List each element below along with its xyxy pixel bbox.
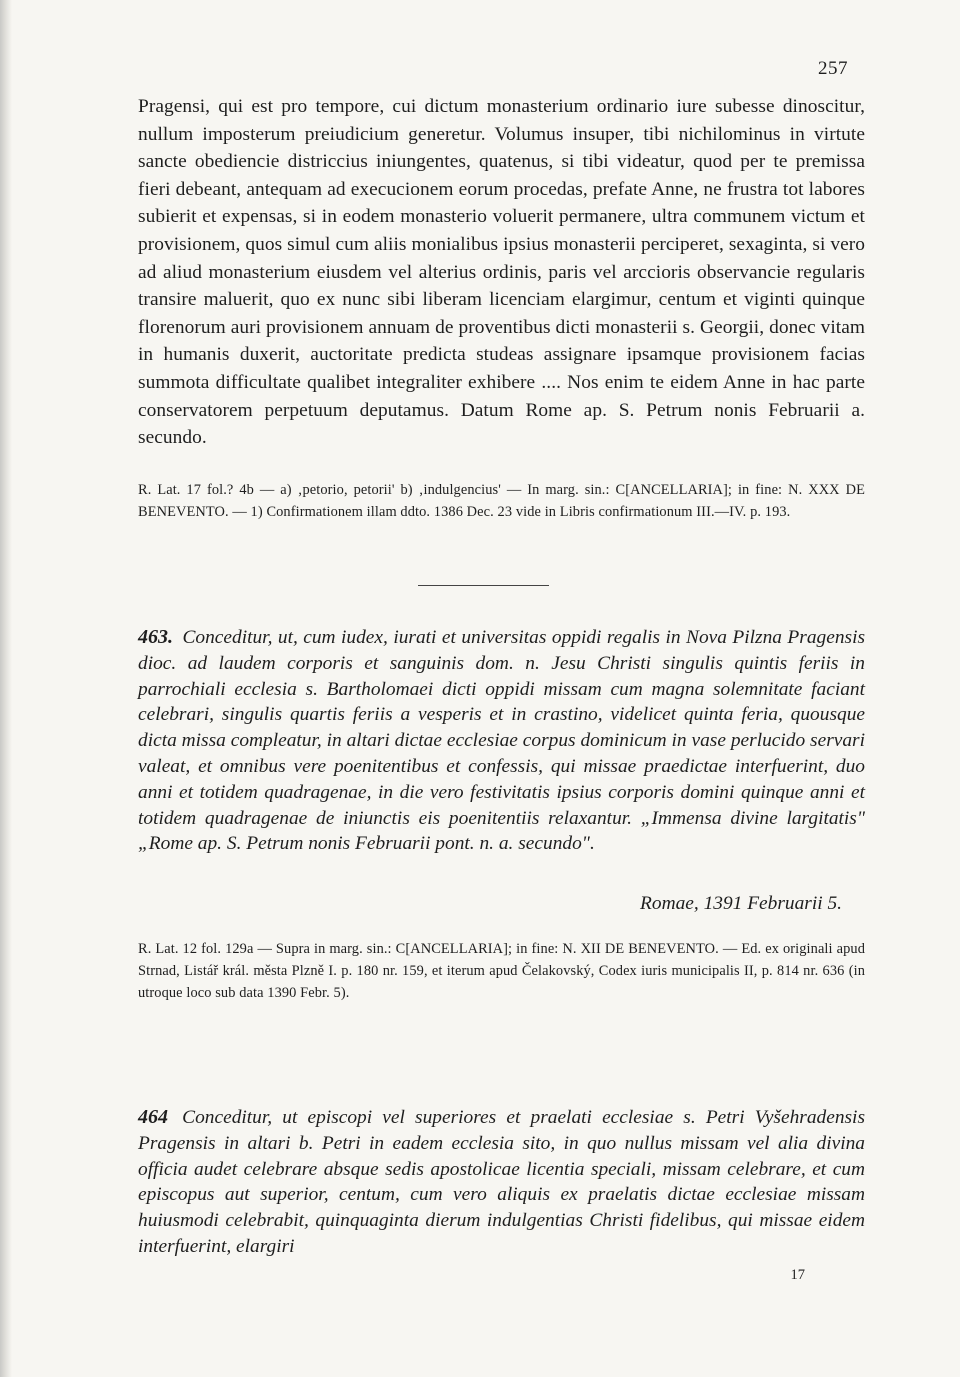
- entry-463-regest: [138, 625, 865, 857]
- entry-463-date: Romae, 1391 Februarii 5.: [640, 893, 842, 914]
- page-number: 257: [818, 58, 848, 79]
- section-divider: [418, 585, 549, 586]
- entry-463-number: 463.: [138, 626, 173, 648]
- entry-463-footnote: R. Lat. 12 fol. 129a — Supra in marg. sin.: C[ANCELLARIA]; in fine: N. XII DE BENEVENTO. — Ed. ex originali apud Strnad, Listář král. města Plzně I. p. 180 nr. 159, et iterum apud Čelakovský, Codex iuris municipalis II, p. 814 nr. 636 (in utroque loco sub data 1390 Febr. 5).: [138, 941, 865, 1001]
- entry-464-number: 464: [138, 1106, 168, 1128]
- entry-463-text: Conceditur, ut, cum iudex, iurati et universitas oppidi regalis in Nova Pilzna Pragensis dioc. ad laudem corporis et sanguinis dom. n. Jesu Christi singulis quintis feriis in parrochiali ecclesia s. Bartholomaei dicti oppidi missam cum magna solemnitate faciant celebrari, singulis quartis feriis a vesperis et in crastino, videlicet quinta feria, quousque dicta missa compleatur, in altari dictae ecclesiae corpus dominicum in vase perlucido servari valeat, et omnibus vere poenitentibus et confessis, qui missae praedictae interfuerint, duo anni et totidem quadragenae, in die vero festivitatis ipsius corporis domini quinque anni et totidem quadragenae de iniunctis eis poenitentiis relaxantur. „Immensa divine largitatis" „Rome ap. S. Petrum nonis Februarii pont. n. a. secundo".: [138, 627, 865, 855]
- signature-mark: 17: [790, 1267, 805, 1283]
- page-left-edge: [0, 0, 12, 1377]
- footnote-462: R. Lat. 17 fol.? 4b — a) ‚petorio, petorii' b) ‚indulgencius' — In marg. sin.: C[ANCELLARIA]; in fine: N. XXX DE BENEVENTO. — 1) Confirmationem illam ddto. 1386 Dec. 23 vide in Libris confirmationum III.—IV. p. 193.: [138, 482, 865, 520]
- entry-464-regest: [138, 1105, 865, 1260]
- entry-464-text: Conceditur, ut episcopi vel superiores et praelati ecclesiae s. Petri Vyšehradensis Pragensis in altari b. Petri in eadem ecclesia sito, in quo nullus missam vel alia divina officia audet celebrare absque sedis apostolicae licentia speciali, missam celebrare, et cum episcopus aut superior, centum, cum vero aliquis ex praelatis dictae ecclesiae missam huiusmodi celebrabit, quinquaginta dierum indulgentias Christi fidelibus, qui missae eidem interfuerint, elargiri: [138, 1107, 865, 1257]
- main-text-paragraph: Pragensi, qui est pro tempore, cui dictum monasterium ordinario iure subesse dinoscitur, nullum imposterum preiudicium generetur. Volumus insuper, tibi nichilominus in virtute sancte obediencie districcius iniungentes, quatenus, si tibi videatur, quod per te premissa fieri debeant, antequam ad execucionem eorum procedas, prefate Anne, ne frustra tot labores subierit et expensas, si in eodem monasterio voluerit permanere, ultra communem victum et provisionem, quos simul cum aliis monialibus ipsius monasterii perciperet, sexaginta, si vero ad aliud monasterium eiusdem vel alterius ordinis, paris vel arccioris observancie regularis transire maluerit, quo ex nunc sibi liberam licenciam elargimur, centum et viginti quinque florenorum auri provisionem annuam de proventibus dicti monasterii s. Georgii, donec vitam in humanis duxerit, auctoritate predicta studeas assignare ipsamque provisionem facias summota difficultate qualibet integraliter exhibere .... Nos enim te eidem Anne in hac parte conservatorem perpetuum deputamus. Datum Rome ap. S. Petrum nonis Februarii a. secundo.: [138, 96, 865, 449]
